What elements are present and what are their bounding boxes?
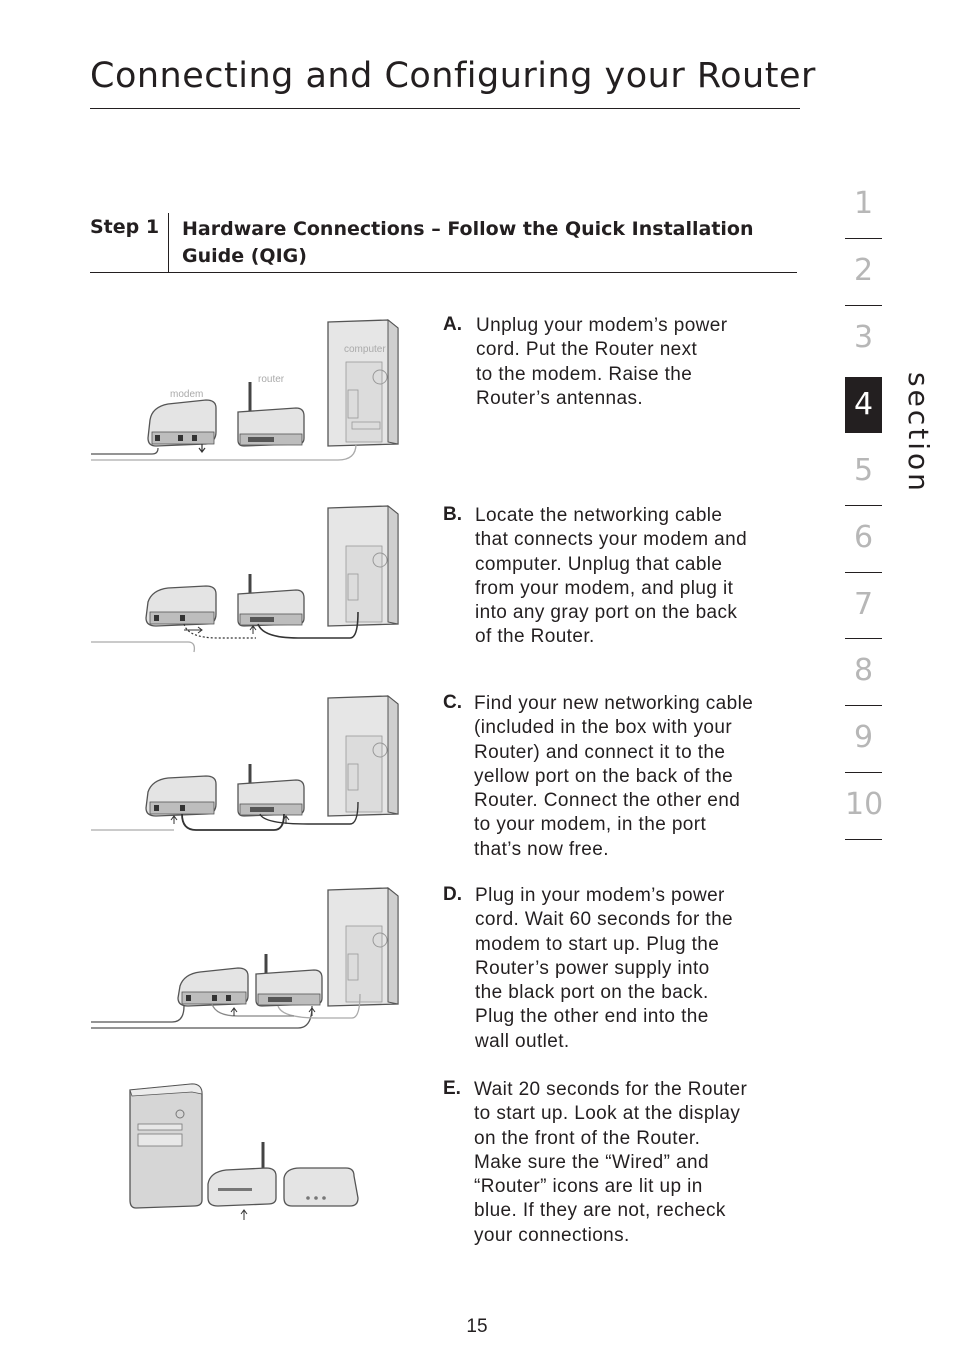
step-label: Step 1: [90, 216, 160, 238]
instruction-letter: A.: [443, 314, 462, 335]
section-label: section: [902, 372, 935, 494]
section-nav-item-7[interactable]: 7: [853, 587, 874, 622]
step-divider: [168, 213, 169, 272]
instruction-text: Unplug your modem’s power cord. Put the Router next to the modem. Raise the Router’s antennas.: [476, 315, 728, 409]
section-nav-item-5[interactable]: 5: [853, 453, 874, 488]
section-nav-item-1[interactable]: 1: [853, 186, 874, 221]
step-rule: [90, 272, 797, 273]
section-nav-item-4-active[interactable]: 4: [845, 377, 882, 433]
illustration-a: [88, 312, 408, 467]
instruction-letter: D.: [443, 884, 462, 905]
router-label: router: [258, 374, 285, 385]
illustration-e: [88, 1076, 408, 1236]
instruction-letter: C.: [443, 692, 462, 713]
section-nav-item-2[interactable]: 2: [853, 253, 874, 288]
page-title: Connecting and Configuring your Router: [90, 56, 816, 96]
section-nav-item-6[interactable]: 6: [853, 520, 874, 555]
instruction-text: Find your new networking cable (included in the box with your Router) and connect it to the yellow port on the back of the Router. Connect the other end to your modem, in the port that’s now free.: [474, 693, 754, 860]
section-nav-item-9[interactable]: 9: [853, 720, 874, 755]
illustration-b: [88, 502, 408, 662]
modem-label: modem: [170, 389, 204, 400]
illustration-c: [88, 690, 408, 850]
page-number: 15: [466, 1316, 488, 1337]
section-nav-item-3[interactable]: 3: [853, 320, 874, 355]
instruction-text: Wait 20 seconds for the Router to start up. Look at the display on the front of the Router. Make sure the “Wired” and “Router” icons are lit up in blue. If they are not, recheck your connections.: [474, 1079, 748, 1246]
instruction-letter: B.: [443, 504, 462, 525]
instruction-letter: E.: [443, 1078, 461, 1099]
title-rule: [90, 108, 800, 109]
illustration-d: [88, 882, 408, 1042]
section-nav-item-8[interactable]: 8: [853, 653, 874, 688]
instruction-text: Locate the networking cable that connects your modem and computer. Unplug that cable from your modem, and plug it into any gray port on the back of the Router.: [475, 505, 748, 648]
section-nav-item-10[interactable]: 10: [845, 787, 884, 822]
computer-label: computer: [344, 344, 386, 355]
step-title: Hardware Connections – Follow the Quick Installation Guide (QIG): [182, 218, 754, 267]
instruction-text: Plug in your modem’s power cord. Wait 60 seconds for the modem to start up. Plug the Router’s power supply into the black port on the back. Plug the other end into the wall outlet.: [475, 885, 734, 1052]
